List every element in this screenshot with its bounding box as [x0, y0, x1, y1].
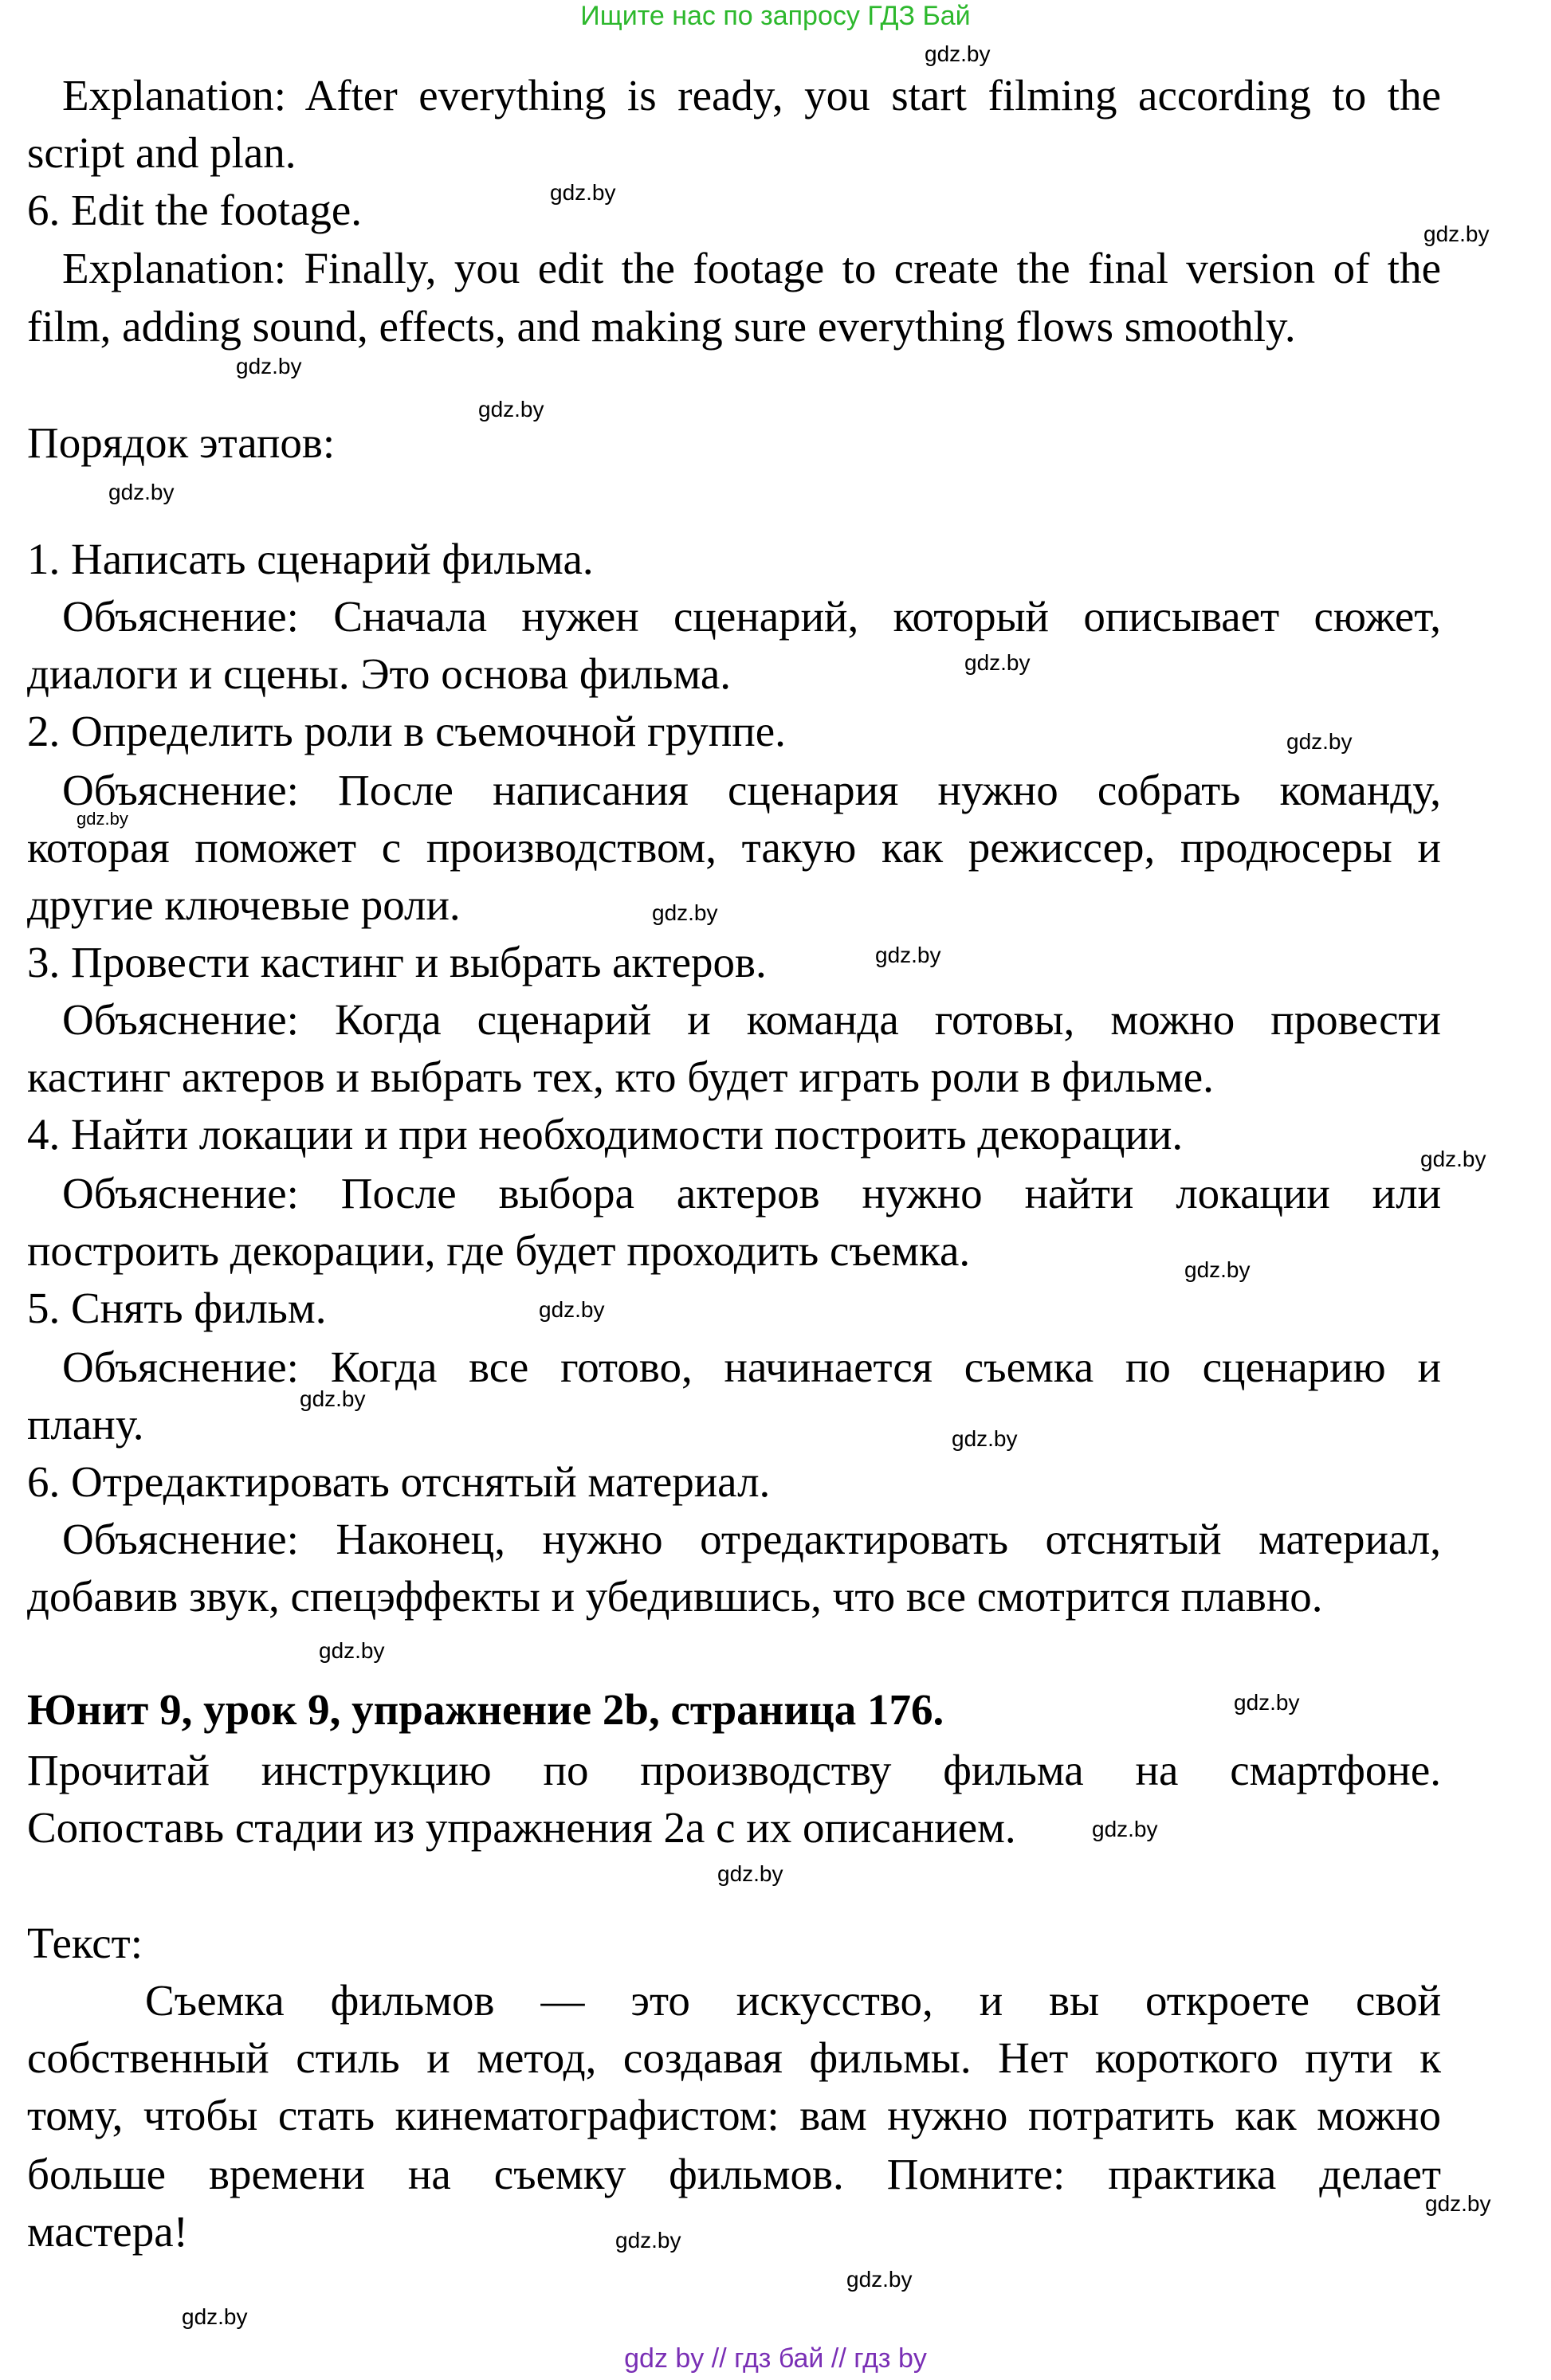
text-line: Объяснение: После написания сценария нужно собрать команду,: [62, 766, 1441, 814]
text-line: другие ключевые роли.: [27, 880, 461, 929]
watermark: gdz.by: [77, 809, 128, 829]
text-line: Съемка фильмов — это искусство, и вы откроете свой: [145, 1976, 1441, 2025]
exercise-heading: Юнит 9, урок 9, упражнение 2b, страница 176.: [27, 1685, 944, 1734]
watermark: gdz.by: [717, 1861, 783, 1886]
watermark: gdz.by: [925, 41, 991, 66]
text-line: Объяснение: Сначала нужен сценарий, который описывает сюжет,: [62, 592, 1441, 641]
watermark: gdz.by: [1184, 1257, 1251, 1282]
watermark: gdz.by: [652, 900, 718, 925]
watermark: gdz.by: [478, 397, 544, 421]
watermark: gdz.by: [1286, 729, 1353, 754]
watermark: gdz.by: [875, 943, 941, 967]
text-line: Объяснение: Когда все готово, начинается съемка по сценарию и: [62, 1343, 1441, 1391]
watermark: gdz.by: [615, 2228, 681, 2253]
watermark: gdz.by: [182, 2304, 248, 2329]
text-line: больше времени на съемку фильмов. Помните: практика делает: [27, 2150, 1441, 2198]
watermark: gdz.by: [236, 354, 302, 378]
watermark: gdz.by: [319, 1638, 385, 1663]
text-line: 4. Найти локации и при необходимости построить декорации.: [27, 1110, 1184, 1159]
text-line: Объяснение: Наконец, нужно отредактировать отснятый материал,: [62, 1515, 1441, 1563]
text-line: 2. Определить роли в съемочной группе.: [27, 707, 786, 755]
text-line: диалоги и сцены. Это основа фильма.: [27, 649, 732, 698]
text-line: Объяснение: Когда сценарий и команда готовы, можно провести: [62, 995, 1441, 1044]
watermark: gdz.by: [108, 480, 175, 504]
text-line: кастинг актеров и выбрать тех, кто будет играть роли в фильме.: [27, 1053, 1214, 1101]
section-heading: Порядок этапов:: [27, 418, 336, 467]
watermark: gdz.by: [1234, 1690, 1300, 1715]
text-line: 6. Edit the footage.: [27, 186, 363, 234]
watermark: gdz.by: [1420, 1147, 1486, 1171]
watermark: gdz.by: [550, 180, 616, 205]
text-line: тому, чтобы стать кинематографистом: вам нужно потратить как можно: [27, 2091, 1441, 2139]
text-line: собственный стиль и метод, создавая фильмы. Нет короткого пути к: [27, 2033, 1441, 2082]
text-line: добавив звук, спецэффекты и убедившись, что все смотрится плавно.: [27, 1572, 1323, 1621]
text-line: которая поможет с производством, такую как режиссер, продюсеры и: [27, 823, 1441, 872]
text-line: построить декорации, где будет проходить съемка.: [27, 1226, 971, 1275]
text-line: мастера!: [27, 2207, 188, 2256]
text-line: Explanation: After everything is ready, you start filming according to the: [62, 71, 1441, 120]
watermark: gdz.by: [846, 2267, 913, 2292]
watermark: gdz.by: [1423, 222, 1490, 246]
text-line: Сопоставь стадии из упражнения 2a с их описанием.: [27, 1803, 1016, 1852]
watermark: gdz.by: [300, 1386, 366, 1411]
text-line: film, adding sound, effects, and making sure everything flows smoothly.: [27, 302, 1296, 351]
watermark: gdz.by: [964, 650, 1031, 675]
text-line: script and plan.: [27, 128, 296, 177]
text-line: Explanation: Finally, you edit the footage to create the final version of the: [62, 244, 1441, 292]
text-line: 6. Отредактировать отснятый материал.: [27, 1457, 771, 1506]
section-heading: Текст:: [27, 1919, 143, 1967]
watermark: gdz.by: [1425, 2191, 1491, 2216]
text-line: плану.: [27, 1400, 144, 1449]
text-line: 3. Провести кастинг и выбрать актеров.: [27, 938, 767, 986]
text-line: 1. Написать сценарий фильма.: [27, 535, 594, 583]
site-banner[interactable]: Ищите нас по запросу ГДЗ Бай: [580, 1, 971, 31]
text-line: 5. Снять фильм.: [27, 1284, 327, 1332]
watermark: gdz.by: [1092, 1817, 1158, 1841]
watermark: gdz.by: [952, 1426, 1018, 1451]
text-line: Прочитай инструкцию по производству фильма на смартфоне.: [27, 1746, 1441, 1794]
watermark: gdz.by: [539, 1297, 605, 1322]
text-line: Объяснение: После выбора актеров нужно найти локации или: [62, 1169, 1441, 1217]
site-footer[interactable]: gdz by // гдз бай // гдз by: [624, 2343, 927, 2374]
